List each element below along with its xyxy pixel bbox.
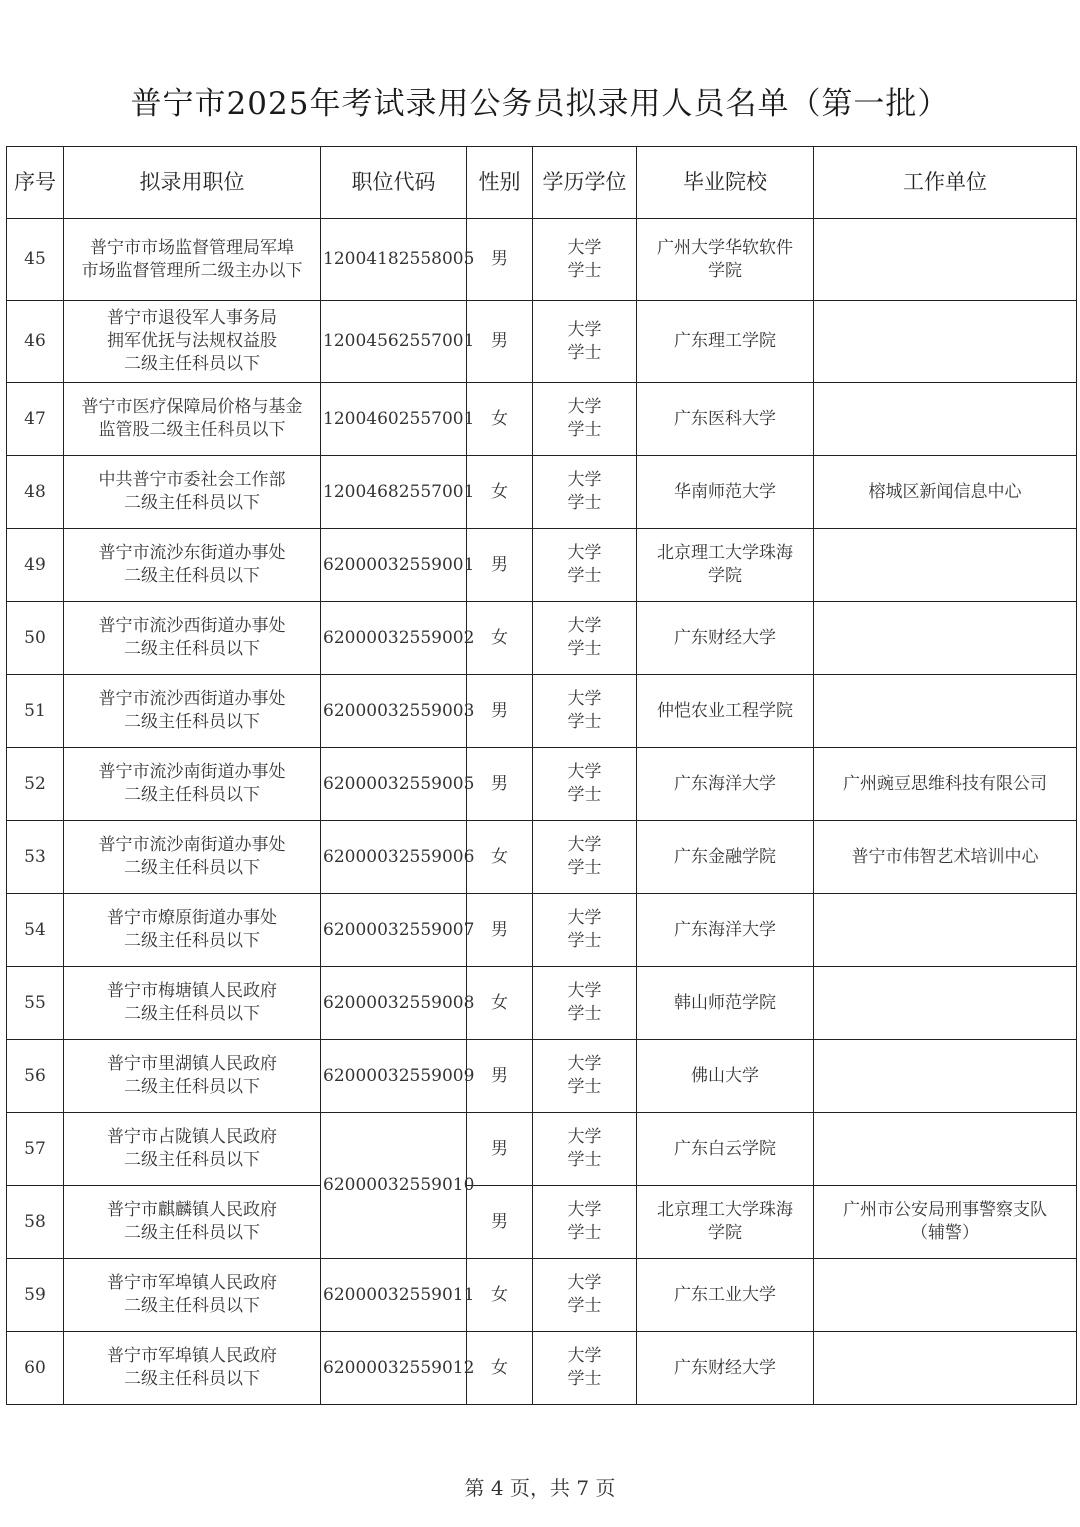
cell-employer xyxy=(814,529,1077,602)
cell-school xyxy=(637,456,814,529)
table-row xyxy=(7,1113,1077,1186)
cell-gender xyxy=(467,748,533,821)
cell-school xyxy=(637,1332,814,1405)
cell-gender xyxy=(467,894,533,967)
cell-line: 45 xyxy=(24,249,46,269)
cell-line: 62000032559006 xyxy=(323,846,475,867)
cell-line: 大学 xyxy=(567,689,602,709)
cell-line: 男 xyxy=(491,249,508,269)
cell-line: 普宁市医疗保障局价格与基金 xyxy=(81,397,303,417)
cell-gender xyxy=(467,383,533,456)
table-header-row xyxy=(7,147,1077,219)
cell-employer xyxy=(814,1040,1077,1113)
admission-roster-table xyxy=(6,146,1077,1405)
table-row xyxy=(7,529,1077,602)
cell-line: 广东工业大学 xyxy=(674,1284,776,1305)
cell-line: 二级主任科员以下 xyxy=(124,1077,260,1097)
cell-line: 62000032559007 xyxy=(323,919,475,940)
cell-school xyxy=(637,821,814,894)
cell-line: 广东理工学院 xyxy=(674,331,776,351)
cell-line: 二级主任科员以下 xyxy=(124,1150,260,1170)
cell-line: 二级主任科员以下 xyxy=(124,931,260,951)
cell-line: 拥军优抚与法规权益股 xyxy=(107,331,277,351)
table-row xyxy=(7,821,1077,894)
cell-employer xyxy=(814,675,1077,748)
cell-line: 大学 xyxy=(567,470,602,490)
cell-education xyxy=(533,1040,637,1113)
cell-gender xyxy=(467,1186,533,1259)
cell-line: 46 xyxy=(24,331,46,351)
header-seq: 序号 xyxy=(7,147,64,219)
cell-line: 男 xyxy=(491,554,508,575)
cell-line: 广州市公安局刑事警察支队 xyxy=(843,1200,1047,1220)
cell-line: 普宁市流沙东街道办事处 xyxy=(98,543,286,563)
cell-line: 大学 xyxy=(567,908,602,928)
cell-line: 广东海洋大学 xyxy=(674,773,776,794)
cell-school xyxy=(637,1186,814,1259)
cell-line: 学士 xyxy=(567,493,602,513)
cell-line: 普宁市麒麟镇人民政府 xyxy=(107,1200,277,1220)
cell-line: 女 xyxy=(491,992,508,1013)
table-row xyxy=(7,748,1077,821)
cell-line: 62000032559005 xyxy=(323,773,475,794)
cell-line: 普宁市燎原街道办事处 xyxy=(107,908,277,928)
cell-line: 女 xyxy=(491,846,508,867)
cell-line: 北京理工大学珠海 xyxy=(657,543,793,563)
cell-education xyxy=(533,602,637,675)
cell-employer xyxy=(814,1332,1077,1405)
cell-seq xyxy=(7,894,64,967)
cell-line: 男 xyxy=(491,1065,508,1086)
table-row xyxy=(7,383,1077,456)
cell-line: 大学 xyxy=(567,1346,602,1366)
cell-education xyxy=(533,529,637,602)
cell-position-code xyxy=(321,301,475,383)
cell-seq xyxy=(7,748,64,821)
cell-line: 学士 xyxy=(567,785,602,805)
cell-employer xyxy=(814,748,1077,821)
cell-line: 学士 xyxy=(567,420,602,440)
cell-line: 二级主任科员以下 xyxy=(124,785,260,805)
cell-education xyxy=(533,301,637,383)
cell-employer xyxy=(814,894,1077,967)
cell-line: 学士 xyxy=(567,1150,602,1170)
cell-education xyxy=(533,1186,637,1259)
cell-line: 普宁市里湖镇人民政府 xyxy=(107,1054,277,1074)
cell-line: 中共普宁市委社会工作部 xyxy=(98,470,286,490)
cell-seq xyxy=(7,383,64,456)
cell-line: 大学 xyxy=(567,319,602,340)
cell-position xyxy=(64,675,321,748)
cell-line: 女 xyxy=(491,1357,508,1378)
cell-education xyxy=(533,1113,637,1186)
cell-seq xyxy=(7,602,64,675)
cell-seq xyxy=(7,1040,64,1113)
cell-line: 广东财经大学 xyxy=(674,627,776,648)
header-position: 拟录用职位 xyxy=(64,147,321,219)
table-row xyxy=(7,1259,1077,1332)
cell-gender xyxy=(467,675,533,748)
cell-line: 学院 xyxy=(708,1223,742,1243)
cell-position-code xyxy=(321,1113,475,1259)
cell-line: （辅警） xyxy=(911,1223,979,1243)
cell-line: 广东财经大学 xyxy=(674,1357,776,1378)
cell-gender xyxy=(467,967,533,1040)
cell-position xyxy=(64,1332,321,1405)
cell-line: 监管股二级主任科员以下 xyxy=(98,420,286,440)
cell-line: 大学 xyxy=(567,397,602,417)
cell-line: 大学 xyxy=(567,981,602,1001)
cell-line: 62000032559008 xyxy=(323,992,475,1013)
cell-line: 52 xyxy=(24,773,46,794)
cell-line: 男 xyxy=(491,331,508,351)
cell-seq xyxy=(7,1332,64,1405)
cell-line: 女 xyxy=(491,408,508,429)
cell-line: 市场监督管理所二级主办以下 xyxy=(81,260,303,281)
cell-position-code xyxy=(321,894,475,967)
cell-position xyxy=(64,821,321,894)
cell-line: 二级主任科员以下 xyxy=(124,1223,260,1243)
cell-line: 学士 xyxy=(567,712,602,732)
cell-line: 54 xyxy=(24,919,46,940)
cell-line: 学士 xyxy=(567,1296,602,1316)
table-row xyxy=(7,219,1077,301)
cell-employer xyxy=(814,456,1077,529)
cell-line: 大学 xyxy=(567,1127,602,1147)
cell-seq xyxy=(7,301,64,383)
cell-line: 男 xyxy=(491,919,508,940)
cell-position-code xyxy=(321,675,475,748)
header-employer: 工作单位 xyxy=(814,147,1077,219)
cell-line: 62000032559011 xyxy=(323,1284,475,1305)
cell-line: 男 xyxy=(491,773,508,794)
cell-position xyxy=(64,383,321,456)
cell-line: 佛山大学 xyxy=(691,1065,759,1086)
cell-employer xyxy=(814,1113,1077,1186)
cell-position-code xyxy=(321,1040,475,1113)
cell-line: 学士 xyxy=(567,1369,602,1389)
cell-school xyxy=(637,675,814,748)
cell-position xyxy=(64,602,321,675)
cell-line: 学院 xyxy=(708,566,742,586)
cell-school xyxy=(637,529,814,602)
table-row xyxy=(7,1040,1077,1113)
cell-line: 56 xyxy=(24,1065,46,1086)
cell-education xyxy=(533,456,637,529)
cell-line: 普宁市流沙南街道办事处 xyxy=(98,835,286,855)
cell-line: 二级主任科员以下 xyxy=(124,566,260,586)
cell-position xyxy=(64,529,321,602)
page-footer: 第 4 页，共 7 页 xyxy=(464,1476,616,1500)
cell-education xyxy=(533,383,637,456)
cell-line: 普宁市军埠镇人民政府 xyxy=(107,1346,277,1366)
cell-line: 学士 xyxy=(567,639,602,659)
cell-position xyxy=(64,219,321,301)
cell-seq xyxy=(7,529,64,602)
cell-gender xyxy=(467,1040,533,1113)
cell-employer xyxy=(814,1186,1077,1259)
cell-line: 12004602557001 xyxy=(323,408,475,429)
header-gender: 性别 xyxy=(467,147,533,219)
table-row xyxy=(7,1332,1077,1405)
cell-employer xyxy=(814,301,1077,383)
cell-position xyxy=(64,748,321,821)
cell-line: 广州大学华软软件 xyxy=(657,237,793,258)
cell-seq xyxy=(7,821,64,894)
cell-line: 12004562557001 xyxy=(323,331,475,351)
cell-line: 女 xyxy=(491,481,508,502)
cell-line: 大学 xyxy=(567,1273,602,1293)
cell-employer xyxy=(814,219,1077,301)
cell-line: 女 xyxy=(491,1284,508,1305)
page-title: 普宁市2025年考试录用公务员拟录用人员名单（第一批） xyxy=(130,86,950,122)
cell-position xyxy=(64,967,321,1040)
cell-line: 学士 xyxy=(567,566,602,586)
cell-line: 二级主任科员以下 xyxy=(124,493,260,513)
cell-line: 学院 xyxy=(708,260,742,281)
cell-position xyxy=(64,894,321,967)
cell-gender xyxy=(467,602,533,675)
cell-seq xyxy=(7,1259,64,1332)
cell-line: 普宁市流沙西街道办事处 xyxy=(98,689,286,709)
cell-school xyxy=(637,894,814,967)
cell-school xyxy=(637,219,814,301)
cell-employer xyxy=(814,383,1077,456)
cell-school xyxy=(637,301,814,383)
cell-line: 男 xyxy=(491,700,508,721)
cell-line: 男 xyxy=(491,1211,508,1232)
cell-education xyxy=(533,821,637,894)
cell-education xyxy=(533,748,637,821)
cell-line: 12004682557001 xyxy=(323,481,475,502)
cell-line: 华南师范大学 xyxy=(674,481,776,502)
cell-position-code xyxy=(321,821,475,894)
cell-seq xyxy=(7,456,64,529)
cell-education xyxy=(533,967,637,1040)
cell-line: 普宁市伟智艺术培训中心 xyxy=(851,846,1039,867)
header-position-code: 职位代码 xyxy=(321,147,467,219)
cell-line: 学士 xyxy=(567,1004,602,1024)
cell-line: 普宁市退役军人事务局 xyxy=(107,308,277,328)
cell-line: 广东白云学院 xyxy=(674,1138,776,1159)
cell-gender xyxy=(467,821,533,894)
cell-line: 韩山师范学院 xyxy=(674,992,776,1013)
cell-gender xyxy=(467,1113,533,1186)
cell-line: 大学 xyxy=(567,1200,602,1220)
cell-line: 62000032559009 xyxy=(323,1065,475,1086)
cell-line: 12004182558005 xyxy=(323,249,475,269)
table-row xyxy=(7,894,1077,967)
cell-gender xyxy=(467,529,533,602)
cell-school xyxy=(637,383,814,456)
cell-school xyxy=(637,967,814,1040)
cell-seq xyxy=(7,675,64,748)
table-row xyxy=(7,301,1077,383)
cell-line: 49 xyxy=(24,554,46,575)
cell-line: 学士 xyxy=(567,931,602,951)
header-school: 毕业院校 xyxy=(637,147,814,219)
cell-education xyxy=(533,219,637,301)
cell-line: 仲恺农业工程学院 xyxy=(657,700,793,721)
cell-gender xyxy=(467,456,533,529)
cell-position xyxy=(64,456,321,529)
cell-education xyxy=(533,1332,637,1405)
table-row xyxy=(7,1186,1077,1259)
cell-line: 62000032559001 xyxy=(323,554,475,575)
cell-gender xyxy=(467,1259,533,1332)
cell-line: 普宁市流沙南街道办事处 xyxy=(98,762,286,782)
cell-seq xyxy=(7,967,64,1040)
cell-seq xyxy=(7,219,64,301)
cell-school xyxy=(637,1259,814,1332)
cell-line: 58 xyxy=(24,1211,46,1232)
cell-line: 48 xyxy=(24,481,46,502)
cell-line: 普宁市军埠镇人民政府 xyxy=(107,1273,277,1293)
cell-position xyxy=(64,1259,321,1332)
cell-school xyxy=(637,1040,814,1113)
cell-line: 男 xyxy=(491,1138,508,1159)
cell-school xyxy=(637,1113,814,1186)
cell-education xyxy=(533,1259,637,1332)
cell-line: 广东金融学院 xyxy=(674,846,776,867)
cell-position-code xyxy=(321,529,475,602)
cell-line: 二级主任科员以下 xyxy=(124,712,260,732)
cell-line: 50 xyxy=(24,627,46,648)
cell-line: 60 xyxy=(24,1357,46,1378)
cell-line: 广东医科大学 xyxy=(674,408,776,429)
cell-line: 普宁市流沙西街道办事处 xyxy=(98,616,286,636)
cell-position xyxy=(64,1186,321,1259)
cell-seq xyxy=(7,1113,64,1186)
cell-line: 47 xyxy=(24,408,46,429)
cell-education xyxy=(533,894,637,967)
cell-line: 普宁市占陇镇人民政府 xyxy=(107,1127,277,1147)
cell-line: 62000032559003 xyxy=(323,700,475,721)
cell-line: 普宁市市场监督管理局军埠 xyxy=(90,237,294,258)
cell-position xyxy=(64,301,321,383)
cell-line: 大学 xyxy=(567,1054,602,1074)
cell-gender xyxy=(467,1332,533,1405)
cell-position-code xyxy=(321,383,475,456)
cell-gender xyxy=(467,301,533,383)
cell-line: 女 xyxy=(491,627,508,648)
cell-gender xyxy=(467,219,533,301)
cell-line: 学士 xyxy=(567,260,602,281)
cell-line: 大学 xyxy=(567,543,602,563)
header-education: 学历学位 xyxy=(533,147,637,219)
cell-line: 55 xyxy=(24,992,46,1013)
cell-line: 普宁市梅塘镇人民政府 xyxy=(107,981,277,1001)
cell-position-code xyxy=(321,748,475,821)
cell-line: 大学 xyxy=(567,762,602,782)
cell-employer xyxy=(814,602,1077,675)
cell-school xyxy=(637,748,814,821)
cell-position xyxy=(64,1113,321,1186)
cell-position-code xyxy=(321,219,475,301)
cell-employer xyxy=(814,821,1077,894)
cell-line: 广东海洋大学 xyxy=(674,919,776,940)
cell-line: 62000032559002 xyxy=(323,627,475,648)
cell-line: 53 xyxy=(24,846,46,867)
cell-position-code xyxy=(321,967,475,1040)
cell-line: 二级主任科员以下 xyxy=(124,639,260,659)
cell-line: 二级主任科员以下 xyxy=(124,1004,260,1024)
cell-line: 北京理工大学珠海 xyxy=(657,1200,793,1220)
table-row xyxy=(7,602,1077,675)
cell-line: 二级主任科员以下 xyxy=(124,858,260,878)
cell-line: 学士 xyxy=(567,1077,602,1097)
cell-school xyxy=(637,602,814,675)
table-row xyxy=(7,456,1077,529)
cell-line: 二级主任科员以下 xyxy=(124,354,260,374)
cell-line: 51 xyxy=(24,700,46,721)
cell-line: 学士 xyxy=(567,342,602,363)
cell-line: 59 xyxy=(24,1284,46,1305)
cell-seq xyxy=(7,1186,64,1259)
cell-line: 大学 xyxy=(567,835,602,855)
cell-line: 大学 xyxy=(567,616,602,636)
table-row xyxy=(7,675,1077,748)
cell-education xyxy=(533,675,637,748)
cell-line: 榕城区新闻信息中心 xyxy=(868,481,1022,502)
cell-line: 二级主任科员以下 xyxy=(124,1296,260,1316)
cell-position-code xyxy=(321,1332,475,1405)
cell-line: 大学 xyxy=(567,237,602,258)
cell-position-code xyxy=(321,1259,475,1332)
table-row xyxy=(7,967,1077,1040)
cell-line: 二级主任科员以下 xyxy=(124,1369,260,1389)
cell-line: 学士 xyxy=(567,1223,602,1243)
cell-employer xyxy=(814,1259,1077,1332)
cell-position-code xyxy=(321,602,475,675)
cell-line: 学士 xyxy=(567,858,602,878)
cell-line: 62000032559012 xyxy=(323,1357,475,1378)
cell-line: 62000032559010 xyxy=(323,1175,475,1195)
cell-position-code xyxy=(321,456,475,529)
cell-employer xyxy=(814,967,1077,1040)
cell-position xyxy=(64,1040,321,1113)
cell-line: 广州豌豆思维科技有限公司 xyxy=(843,773,1047,794)
cell-line: 57 xyxy=(24,1138,46,1159)
